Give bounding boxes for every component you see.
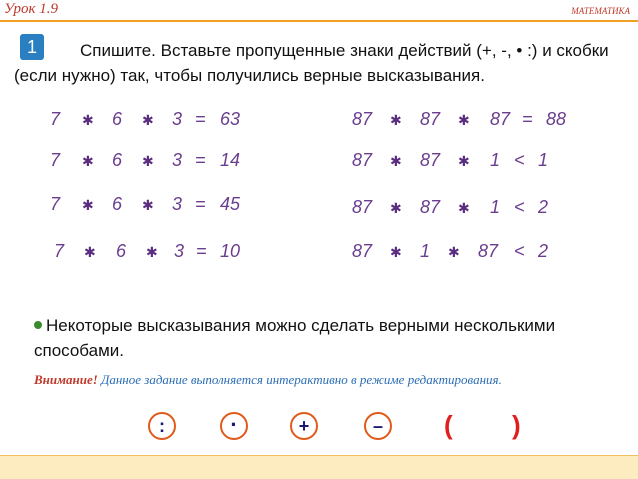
operand: 6: [112, 150, 123, 170]
relation-sign: <: [514, 197, 525, 217]
equation-row-left-3: [50, 194, 270, 218]
close-paren-button[interactable]: ): [512, 410, 521, 440]
lesson-title: Урок 1.9: [4, 1, 59, 17]
plus-button[interactable]: +: [290, 412, 318, 440]
equation-row-left-1: [50, 109, 270, 133]
open-paren-button[interactable]: (: [444, 410, 453, 440]
operand: 87: [420, 109, 441, 129]
equation-row-right-2: [352, 150, 582, 174]
operand: 87: [490, 109, 511, 129]
operator-slot[interactable]: ✱: [458, 112, 470, 128]
operand: 1: [420, 241, 431, 261]
relation-sign: =: [195, 194, 206, 214]
relation-sign: <: [514, 150, 525, 170]
result: 63: [220, 109, 241, 129]
operator-slot[interactable]: ✱: [142, 197, 154, 213]
task-instruction: Спишите. Вставьте пропущенные знаки действий (+, -, • :) и скобки (если нужно) так, чтобы получились верные высказывания.: [14, 41, 609, 85]
attention-note: [34, 372, 502, 388]
attention-label: Внимание!: [34, 372, 98, 387]
relation-sign: =: [195, 150, 206, 170]
multiply-button[interactable]: ·: [220, 412, 248, 440]
operand: 3: [172, 194, 183, 214]
operator-slot[interactable]: ✱: [146, 244, 158, 260]
task-number-badge: 1: [20, 34, 44, 60]
equation-row-right-4: [352, 241, 582, 265]
operand: 3: [172, 109, 183, 129]
result: 45: [220, 194, 241, 214]
relation-sign: =: [195, 109, 206, 129]
header-line: [0, 20, 638, 22]
operator-slot[interactable]: ✱: [458, 200, 470, 216]
operand: 87: [352, 109, 373, 129]
operand: 87: [352, 150, 373, 170]
operator-slot[interactable]: ✱: [142, 112, 154, 128]
operand: 3: [174, 241, 185, 261]
bullet-icon: [34, 321, 42, 329]
operator-slot[interactable]: ✱: [458, 153, 470, 169]
operator-slot[interactable]: ✱: [142, 153, 154, 169]
operand: 87: [478, 241, 499, 261]
operator-slot[interactable]: ✱: [390, 200, 402, 216]
note-text: Некоторые высказывания можно сделать верными несколькими способами.: [34, 316, 556, 360]
operand: 6: [116, 241, 127, 261]
operand: 6: [112, 194, 123, 214]
subject-label: МАТЕМАТИКА: [571, 6, 630, 16]
operand: 87: [352, 197, 373, 217]
operand: 7: [54, 241, 65, 261]
result: 2: [538, 241, 549, 261]
equation-row-right-3: [352, 197, 582, 221]
equation-row-left-4: [54, 241, 274, 265]
operator-slot[interactable]: ✱: [390, 153, 402, 169]
operand: 1: [490, 197, 501, 217]
operator-slot[interactable]: ✱: [390, 112, 402, 128]
minus-button[interactable]: –: [364, 412, 392, 440]
attention-text: Данное задание выполняется интерактивно в режиме редактирования.: [101, 372, 502, 387]
result: 2: [538, 197, 549, 217]
operand: 87: [352, 241, 373, 261]
relation-sign: =: [522, 109, 533, 129]
note: [34, 313, 614, 363]
equation-row-right-1: [352, 109, 582, 133]
operand: 1: [490, 150, 501, 170]
footer-bar: [0, 455, 638, 479]
operator-slot[interactable]: ✱: [390, 244, 402, 260]
equation-row-left-2: [50, 150, 270, 174]
operator-slot[interactable]: ✱: [82, 112, 94, 128]
relation-sign: =: [196, 241, 207, 261]
operand: 7: [50, 109, 61, 129]
operand: 87: [420, 197, 441, 217]
relation-sign: <: [514, 241, 525, 261]
operand: 6: [112, 109, 123, 129]
operand: 7: [50, 150, 61, 170]
operator-slot[interactable]: ✱: [82, 153, 94, 169]
operator-slot[interactable]: ✱: [84, 244, 96, 260]
operator-slot[interactable]: ✱: [448, 244, 460, 260]
operator-slot[interactable]: ✱: [82, 197, 94, 213]
result: 88: [546, 109, 567, 129]
operand: 3: [172, 150, 183, 170]
result: 14: [220, 150, 241, 170]
operand: 87: [420, 150, 441, 170]
operand: 7: [50, 194, 61, 214]
divide-button[interactable]: :: [148, 412, 176, 440]
result: 1: [538, 150, 549, 170]
result: 10: [220, 241, 241, 261]
